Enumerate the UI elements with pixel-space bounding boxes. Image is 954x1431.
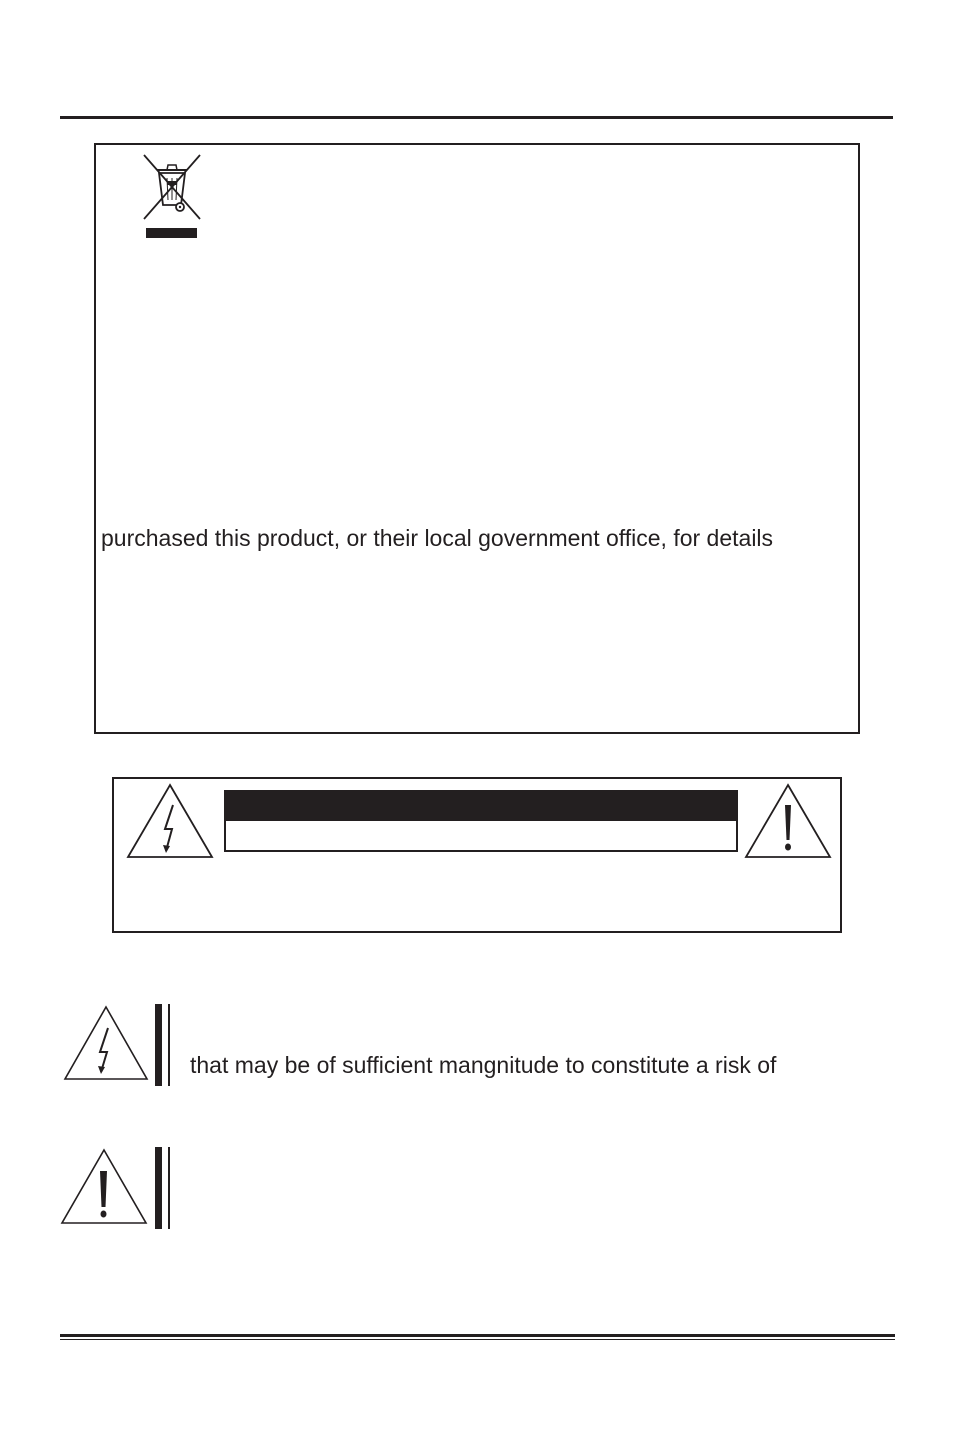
divider-thin-bar <box>168 1004 170 1086</box>
symbol-explanation-lightning <box>62 1004 892 1086</box>
weee-notice-box <box>94 143 860 734</box>
symbol-explanation-text: that may be of sufficient mangnitude to constitute a risk of <box>190 1052 777 1078</box>
caution-banner-black <box>224 790 738 821</box>
exclamation-triangle-icon <box>744 783 832 859</box>
footer-rule-thin <box>60 1339 895 1340</box>
divider-thin-bar <box>168 1147 170 1229</box>
exclamation-triangle-icon <box>60 1147 148 1225</box>
footer-rule-thick <box>60 1334 895 1337</box>
lightning-triangle-icon <box>62 1004 150 1082</box>
caution-banner-outline <box>224 821 738 852</box>
header-rule <box>60 116 893 119</box>
symbol-explanation-exclamation <box>60 1147 890 1229</box>
lightning-triangle-icon <box>126 783 214 859</box>
crossed-out-wheelie-bin-icon <box>140 153 204 243</box>
caution-panel <box>112 777 842 933</box>
weee-notice-text: purchased this product, or their local government office, for details <box>101 525 774 551</box>
divider-thick-bar <box>155 1147 162 1229</box>
divider-thick-bar <box>155 1004 162 1086</box>
